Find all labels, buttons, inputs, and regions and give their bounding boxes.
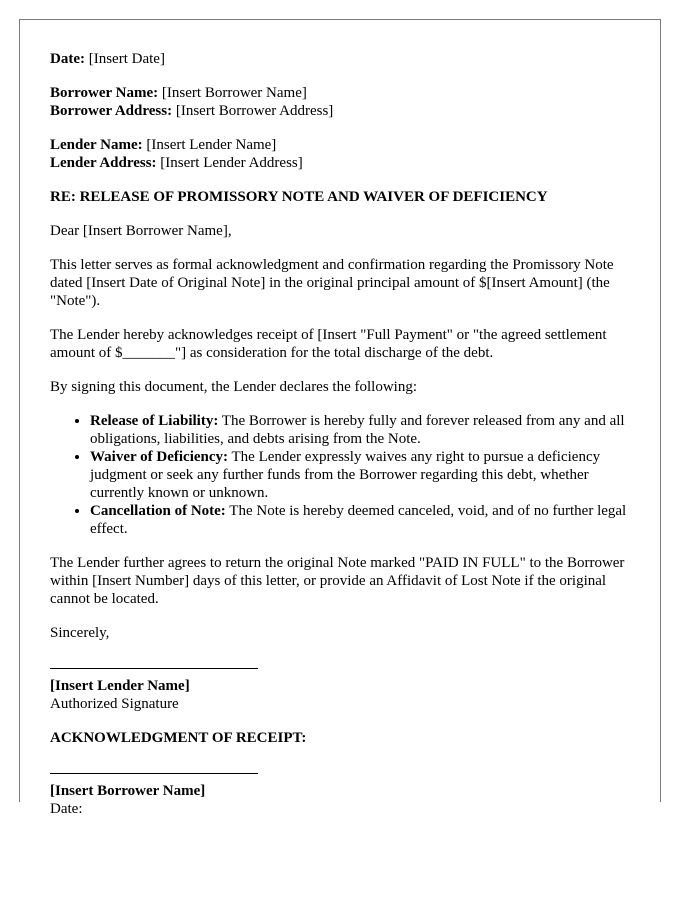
closing: Sincerely, [50,625,110,641]
date-label: Date: [50,51,85,67]
lender-signature-name: [Insert Lender Name] [50,678,190,694]
borrower-address-value: [Insert Borrower Address] [172,103,334,119]
declaration-list [50,412,640,538]
list-item-cancellation [90,502,640,538]
borrower-address-label: Borrower Address: [50,103,173,119]
date-value: [Insert Date] [84,51,165,67]
lender-address-line [50,154,640,172]
salutation: Dear [Insert Borrower Name], [50,223,232,239]
borrower-signature-date: Date: [50,801,83,817]
list-item-title: Cancellation of Note: [90,503,226,519]
borrower-name-label: Borrower Name: [50,85,159,101]
paragraph-declaration: By signing this document, the Lender declares the following: [50,379,418,395]
list-item-text: The Lender expressly waives any right to pursue a deficiency judgment or seek any further funds from the Borrower regarding this debt, whether currently known or unknown. [90,449,601,501]
list-item-text: The Borrower is hereby fully and forever released from any and all obligations, liabilities, and debts arising from the Note. [90,413,625,447]
lender-signature-line [50,668,258,669]
borrower-address-line [50,102,640,120]
date-line [50,50,640,68]
subject-heading: RE: RELEASE OF PROMISSORY NOTE AND WAIVER OF DEFICIENCY [50,189,548,205]
lender-name-value: [Insert Lender Name] [142,137,277,153]
lender-name-line [50,136,640,154]
lender-address-label: Lender Address: [50,155,157,171]
list-item-title: Waiver of Deficiency: [90,449,229,465]
list-item-waiver [90,448,640,502]
lender-signature-title: Authorized Signature [50,696,179,712]
acknowledgment-heading: ACKNOWLEDGMENT OF RECEIPT: [50,730,307,746]
letter-page [19,19,661,817]
borrower-name-value: [Insert Borrower Name] [158,85,307,101]
borrower-signature-line [50,773,258,774]
lender-address-value: [Insert Lender Address] [156,155,303,171]
borrower-signature-name: [Insert Borrower Name] [50,783,206,799]
list-item-title: Release of Liability: [90,413,219,429]
paragraph-return-note: The Lender further agrees to return the original Note marked "PAID IN FULL" to the Borrower within [Insert Number] days of this letter, or provide an Affidavit of Lost Note if the original cannot be located. [50,555,625,607]
paragraph-intro: This letter serves as formal acknowledgment and confirmation regarding the Promissory Note dated [Insert Date of Original Note] in the original principal amount of $[Insert Amount] (the "Note"). [50,257,614,309]
letter-body [50,50,640,818]
list-item-release [90,412,640,448]
paragraph-payment: The Lender hereby acknowledges receipt of [Insert "Full Payment" or "the agreed settlement amount of $_______"] as consideration for the total discharge of the debt. [50,327,607,361]
lender-name-label: Lender Name: [50,137,143,153]
list-item-text: The Note is hereby deemed canceled, void, and of no further legal effect. [90,503,627,537]
borrower-name-line [50,84,640,102]
